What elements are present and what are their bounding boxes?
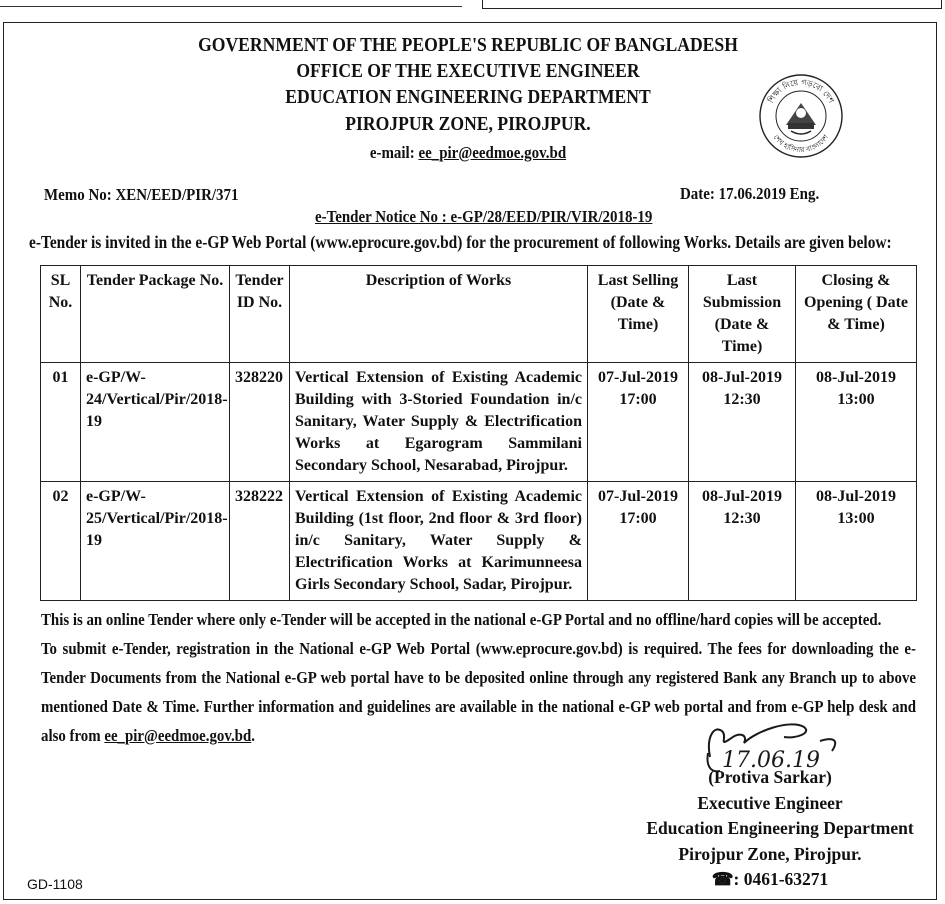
cell-last-submission bbox=[689, 482, 796, 601]
cell-package: e-GP/W-24/Vertical/Pir/2018-19 bbox=[81, 363, 230, 482]
cell-sl: 01 bbox=[41, 363, 81, 482]
top-divider bbox=[0, 6, 462, 7]
col-header-last-submission: Last Submission (Date & Time) bbox=[689, 266, 796, 363]
cell-last-selling bbox=[588, 482, 689, 601]
table-row bbox=[41, 363, 917, 482]
table-header-row bbox=[41, 266, 917, 363]
memo-number: Memo No: XEN/EED/PIR/371 bbox=[44, 185, 239, 204]
header-department: EDUCATION ENGINEERING DEPARTMENT bbox=[285, 86, 651, 108]
adjacent-ad-border bbox=[482, 0, 942, 9]
cell-last-submission bbox=[689, 363, 796, 482]
cell-sl: 02 bbox=[41, 482, 81, 601]
footer-code: GD-1108 bbox=[27, 876, 83, 892]
tender-notice-number: e-Tender Notice No : e-GP/28/EED/PIR/VIR/2018-19 bbox=[315, 207, 653, 226]
email-label: e-mail: bbox=[369, 143, 419, 162]
header-government: GOVERNMENT OF THE PEOPLE'S REPUBLIC OF BANGLADESH bbox=[198, 34, 738, 56]
signer-title: Executive Engineer bbox=[697, 793, 843, 813]
submission-time: 12:30 bbox=[723, 510, 761, 527]
header-email-link[interactable]: ee_pir@eedmoe.gov.bd bbox=[418, 143, 567, 162]
cell-last-selling bbox=[588, 363, 689, 482]
table-row bbox=[41, 482, 917, 601]
svg-text:শেখ হাসিনার বাংলাদেশ: শেখ হাসিনার বাংলাদেশ bbox=[771, 133, 831, 155]
signer-phone-line: ☎: 0461-63271 bbox=[711, 869, 829, 889]
col-header-sl: SL No. bbox=[41, 266, 81, 363]
submission-date: 08-Jul-2019 bbox=[702, 488, 782, 505]
online-tender-paragraph: This is an online Tender where only e-Tender will be accepted in the national e-GP Portal and no offline/hard copies will be accepted. bbox=[41, 610, 882, 629]
col-header-closing: Closing & Opening ( Date & Time) bbox=[796, 266, 917, 363]
header-email-line bbox=[56, 143, 880, 163]
closing-date: 08-Jul-2019 bbox=[816, 488, 896, 505]
selling-date: 07-Jul-2019 bbox=[598, 369, 678, 386]
cell-description: Vertical Extension of Existing Academic Building (1st floor, 2nd floor & 3rd floor) in/c Sanitary, Water Supply & Electrification Works at Karimunneesa Girls Secondary School, Sadar, Pirojpur. bbox=[290, 482, 588, 601]
col-header-tender-id: Tender ID No. bbox=[230, 266, 290, 363]
intro-text: e-Tender is invited in the e-GP Web Portal (www.eprocure.gov.bd) for the procurement of following Works. Details are given below: bbox=[29, 232, 892, 252]
col-header-description: Description of Works bbox=[290, 266, 588, 363]
closing-time: 13:00 bbox=[837, 510, 875, 527]
signer-department: Education Engineering Department bbox=[646, 818, 914, 838]
col-header-package: Tender Package No. bbox=[81, 266, 230, 363]
svg-text:17.06.19: 17.06.19 bbox=[722, 748, 820, 773]
body-email-link[interactable]: ee_pir@eedmoe.gov.bd bbox=[104, 726, 252, 745]
registration-text: To submit e-Tender, registration in the National e-GP Web Portal (www.eprocure.gov.bd) is required. The fees for downloading the e-Tender Documents from the National e-GP web portal have to be deposited online through any registered Bank any Branch up to above mentioned Date & Time. Further information and guidelines are available in the national e-GP web portal and from e-GP help desk and also from bbox=[41, 639, 916, 745]
header-zone: PIROJPUR ZONE, PIROJPUR. bbox=[345, 113, 591, 135]
cell-closing bbox=[796, 482, 917, 601]
tender-works-table bbox=[40, 265, 917, 601]
notice-date: Date: 17.06.2019 Eng. bbox=[680, 184, 820, 203]
selling-time: 17:00 bbox=[619, 510, 657, 527]
svg-text:শিক্ষা নিয়ে গড়বো দেশ: শিক্ষা নিয়ে গড়বো দেশ bbox=[766, 77, 836, 105]
header-office: OFFICE OF THE EXECUTIVE ENGINEER bbox=[296, 60, 640, 82]
submission-date: 08-Jul-2019 bbox=[702, 369, 782, 386]
department-seal-icon bbox=[758, 73, 844, 159]
signer-zone: Pirojpur Zone, Pirojpur. bbox=[678, 844, 862, 864]
phone-icon: ☎ bbox=[711, 869, 734, 889]
signer-phone: 0461-63271 bbox=[743, 869, 829, 889]
cell-tender-id: 328220 bbox=[230, 363, 290, 482]
submission-time: 12:30 bbox=[723, 391, 761, 408]
closing-time: 13:00 bbox=[837, 391, 875, 408]
selling-date: 07-Jul-2019 bbox=[598, 488, 678, 505]
closing-date: 08-Jul-2019 bbox=[816, 369, 896, 386]
signer-name: (Protiva Sarkar) bbox=[708, 767, 832, 787]
cell-tender-id: 328222 bbox=[230, 482, 290, 601]
cell-closing bbox=[796, 363, 917, 482]
cell-description: Vertical Extension of Existing Academic Building with 3-Storied Foundation in/c Sanitary, Water Supply & Electrification Works at Egarogram Sammilani Secondary School, Nesarabad, Pirojpur. bbox=[290, 363, 588, 482]
registration-end: . bbox=[251, 726, 255, 745]
selling-time: 17:00 bbox=[619, 391, 657, 408]
cell-package: e-GP/W-25/Vertical/Pir/2018-19 bbox=[81, 482, 230, 601]
col-header-last-selling: Last Selling (Date & Time) bbox=[588, 266, 689, 363]
